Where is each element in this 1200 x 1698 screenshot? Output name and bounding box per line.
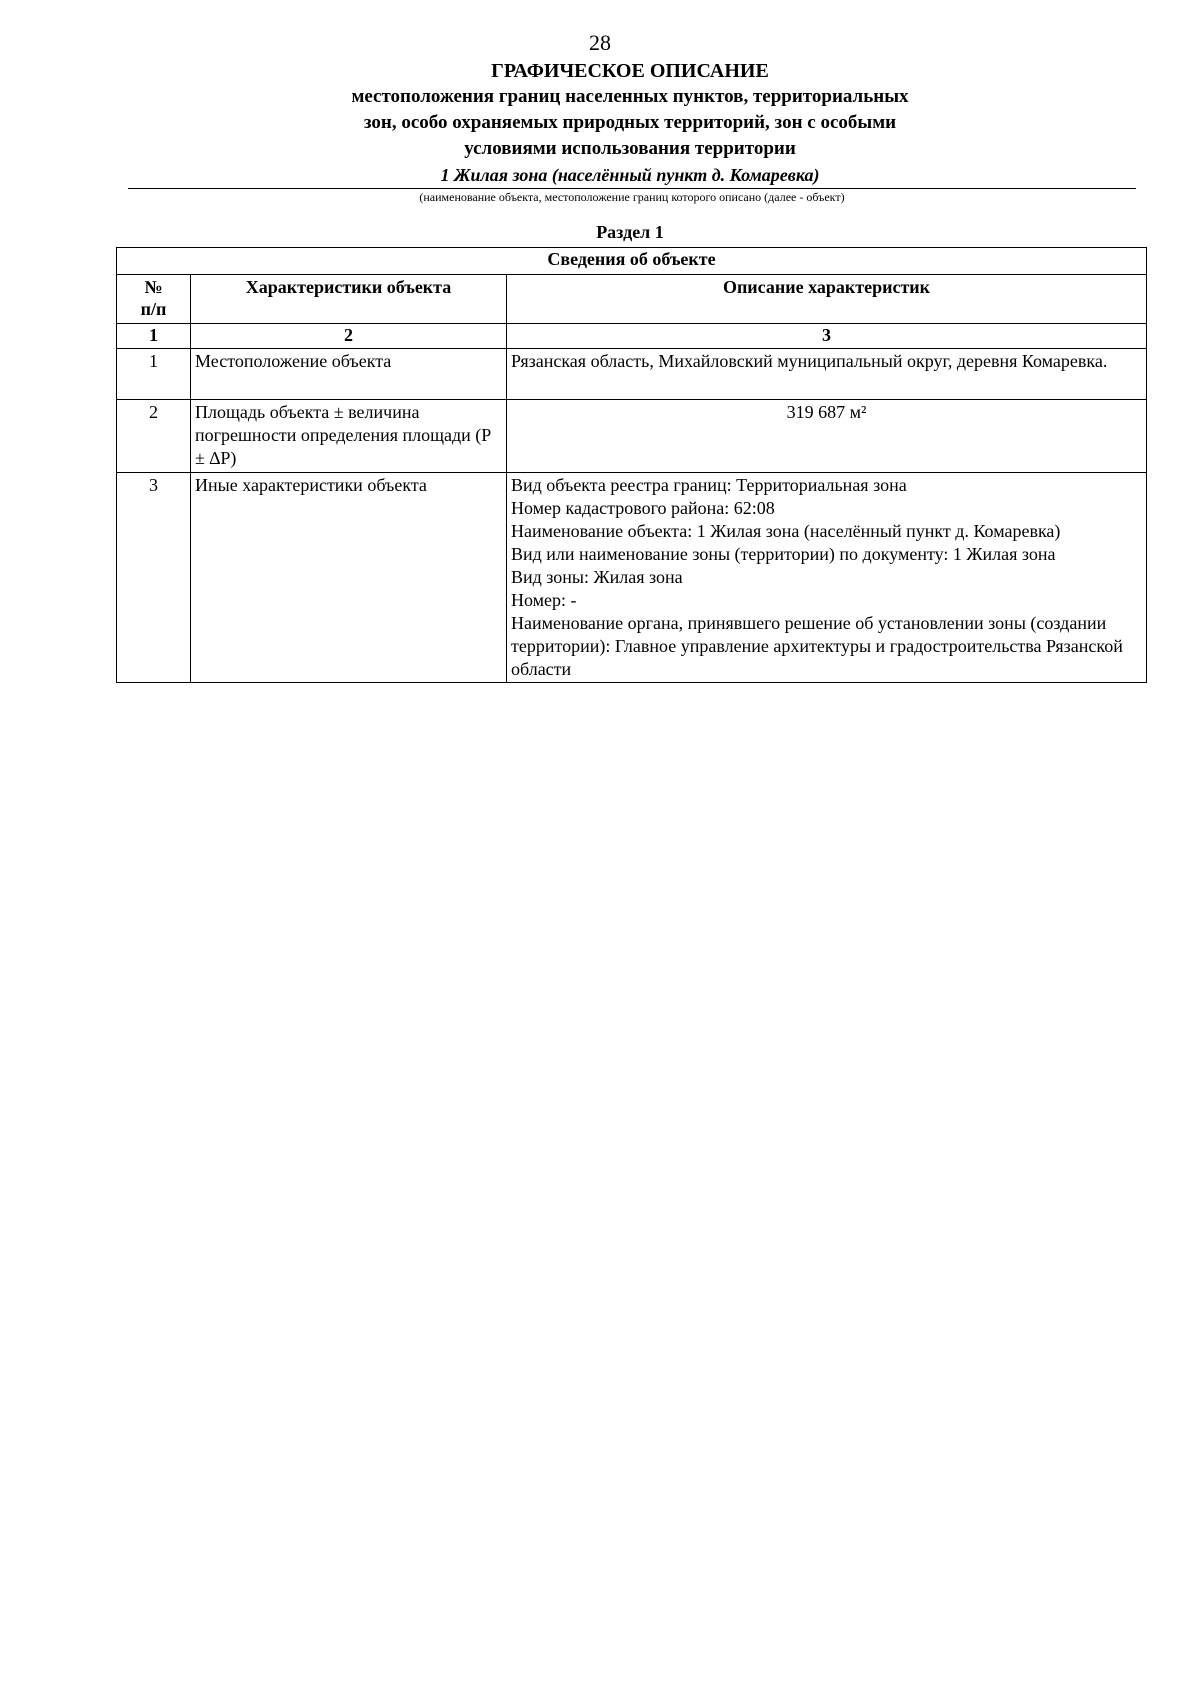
document-title: ГРАФИЧЕСКОЕ ОПИСАНИЕ — [491, 60, 769, 82]
section-title: Раздел 1 — [596, 222, 664, 242]
table-header-row — [117, 275, 1147, 324]
table-row — [117, 349, 1147, 400]
row-characteristic: Местоположение объекта — [191, 349, 507, 400]
row-index: 1 — [117, 349, 191, 400]
description-line: Вид или наименование зоны (территории) по документу: 1 Жилая зона — [511, 544, 1056, 564]
row-characteristic: Иные характеристики объекта — [191, 473, 507, 683]
description-line: Наименование объекта: 1 Жилая зона (населённый пункт д. Комаревка) — [511, 521, 1061, 541]
description-line: Номер: - — [511, 590, 577, 610]
document-header — [130, 58, 1130, 188]
column-number-3: 3 — [507, 324, 1147, 349]
column-header-number-line: № — [144, 277, 163, 297]
object-info-table — [116, 247, 1147, 683]
column-header-number — [117, 275, 191, 324]
table-caption-row — [117, 248, 1147, 275]
column-number-2: 2 — [191, 324, 507, 349]
underline-rule — [128, 188, 1136, 189]
page-number: 28 — [589, 30, 611, 55]
row-characteristic: Площадь объекта ± величина погрешности определения площади (P ± ∆P) — [191, 400, 507, 473]
table-row — [117, 473, 1147, 683]
object-caption: (наименование объекта, местоположение границ которого описано (далее - объект) — [419, 190, 845, 204]
description-line: Вид объекта реестра границ: Территориальная зона — [511, 475, 907, 495]
subtitle-line-1: местоположения границ населенных пунктов, территориальных — [351, 86, 909, 107]
row-description: Рязанская область, Михайловский муниципальный округ, деревня Комаревка. — [507, 349, 1147, 400]
column-header-description: Описание характеристик — [507, 275, 1147, 324]
row-description — [507, 473, 1147, 683]
column-header-number-line: п/п — [140, 299, 167, 319]
row-index: 2 — [117, 400, 191, 473]
column-number-row — [117, 324, 1147, 349]
description-line: Номер кадастрового района: 62:08 — [511, 498, 775, 518]
column-header-characteristic: Характеристики объекта — [191, 275, 507, 324]
table-row — [117, 400, 1147, 473]
subtitle-line-3: условиями использования территории — [464, 138, 796, 159]
row-index: 3 — [117, 473, 191, 683]
description-line: Наименование органа, принявшего решение об установлении зоны (создании территории): Главное управление архитектуры и градостроительства Рязанской области — [511, 613, 1123, 679]
subtitle-line-2: зон, особо охраняемых природных территорий, зон с особыми — [363, 112, 897, 133]
description-line: Вид зоны: Жилая зона — [511, 567, 683, 587]
object-name: 1 Жилая зона (населённый пункт д. Комаревка) — [440, 165, 820, 185]
row-description: 319 687 м² — [507, 400, 1147, 473]
column-number-1: 1 — [117, 324, 191, 349]
table-caption: Сведения об объекте — [117, 248, 1147, 275]
